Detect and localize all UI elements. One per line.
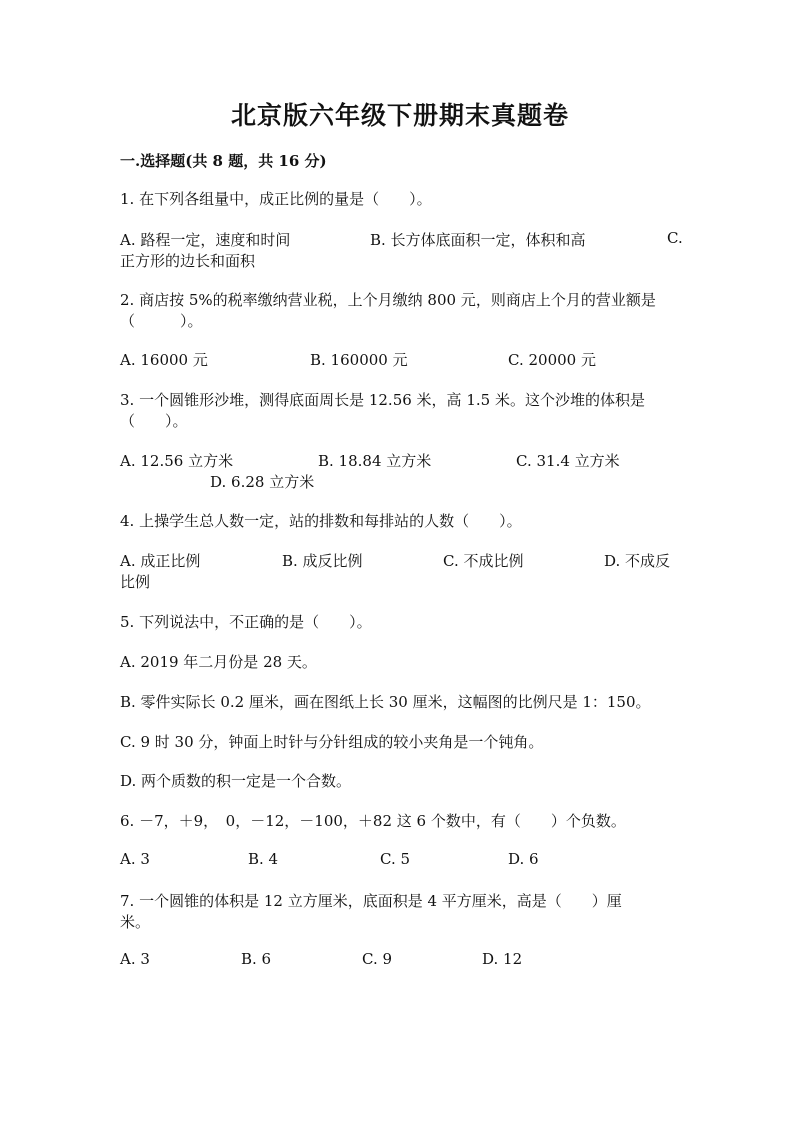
q4-stem: 4. 上操学生总人数一定，站的排数和每排站的人数（ ）。 bbox=[120, 512, 522, 530]
q4-option-c[interactable]: C. 不成比例 bbox=[443, 552, 524, 570]
q6-option-c[interactable]: C. 5 bbox=[380, 850, 411, 868]
q1-option-c-continued: 正方形的边长和面积 bbox=[120, 252, 256, 270]
q5-option-c[interactable]: C. 9 时 30 分，钟面上时针与分针组成的较小夹角是一个钝角。 bbox=[120, 733, 544, 751]
q3-option-d[interactable]: D. 6.28 立方米 bbox=[210, 473, 315, 491]
q5-stem: 5. 下列说法中，不正确的是（ ）。 bbox=[120, 613, 372, 631]
q3-stem: 3. 一个圆锥形沙堆，测得底面周长是 12.56 米，高 1.5 米。这个沙堆的体积是 bbox=[120, 391, 645, 409]
q4-option-b[interactable]: B. 成反比例 bbox=[282, 552, 363, 570]
q2-option-a[interactable]: A. 16000 元 bbox=[120, 351, 208, 369]
q7-option-b[interactable]: B. 6 bbox=[241, 950, 272, 968]
q4-option-d[interactable]: D. 不成反 bbox=[604, 552, 671, 570]
q7-option-d[interactable]: D. 12 bbox=[482, 950, 523, 968]
q3-stem-continued: （ ）。 bbox=[120, 412, 188, 430]
q3-option-a[interactable]: A. 12.56 立方米 bbox=[120, 452, 234, 470]
q1-option-b[interactable]: B. 长方体底面积一定，体积和高 bbox=[370, 231, 586, 249]
q3-option-b[interactable]: B. 18.84 立方米 bbox=[318, 452, 432, 470]
section-heading: 一.选择题(共 8 题，共 16 分) bbox=[120, 152, 327, 170]
q7-stem: 7. 一个圆锥的体积是 12 立方厘米，底面积是 4 平方厘米，高是（ ）厘 bbox=[120, 892, 622, 910]
q6-option-b[interactable]: B. 4 bbox=[248, 850, 279, 868]
q7-stem-continued: 米。 bbox=[120, 913, 151, 931]
q7-option-c[interactable]: C. 9 bbox=[362, 950, 393, 968]
page-title: 北京版六年级下册期末真题卷 bbox=[230, 101, 569, 130]
q4-option-a[interactable]: A. 成正比例 bbox=[120, 552, 201, 570]
q5-option-b[interactable]: B. 零件实际长 0.2 厘米，画在图纸上长 30 厘米，这幅图的比例尺是 1：150。 bbox=[120, 693, 651, 711]
q2-stem: 2. 商店按 5%的税率缴纳营业税，上个月缴纳 800 元，则商店上个月的营业额是 bbox=[120, 291, 656, 309]
q3-option-c[interactable]: C. 31.4 立方米 bbox=[516, 452, 620, 470]
q5-option-a[interactable]: A. 2019 年二月份是 28 天。 bbox=[120, 653, 317, 671]
q1-option-a[interactable]: A. 路程一定，速度和时间 bbox=[120, 231, 291, 249]
q5-option-d[interactable]: D. 两个质数的积一定是一个合数。 bbox=[120, 772, 352, 790]
q1-stem: 1. 在下列各组量中，成正比例的量是（ ）。 bbox=[120, 190, 432, 208]
q6-option-a[interactable]: A. 3 bbox=[120, 850, 150, 868]
q4-option-d-continued: 比例 bbox=[120, 573, 151, 591]
q7-option-a[interactable]: A. 3 bbox=[120, 950, 150, 968]
q1-option-c[interactable]: C. bbox=[667, 229, 683, 247]
q6-stem: 6. －7，＋9， 0，－12，－100，＋82 这 6 个数中，有（ ）个负数。 bbox=[120, 812, 626, 830]
q2-option-b[interactable]: B. 160000 元 bbox=[310, 351, 408, 369]
q2-option-c[interactable]: C. 20000 元 bbox=[508, 351, 596, 369]
q6-option-d[interactable]: D. 6 bbox=[508, 850, 539, 868]
q2-stem-continued: （ ）。 bbox=[120, 312, 203, 330]
